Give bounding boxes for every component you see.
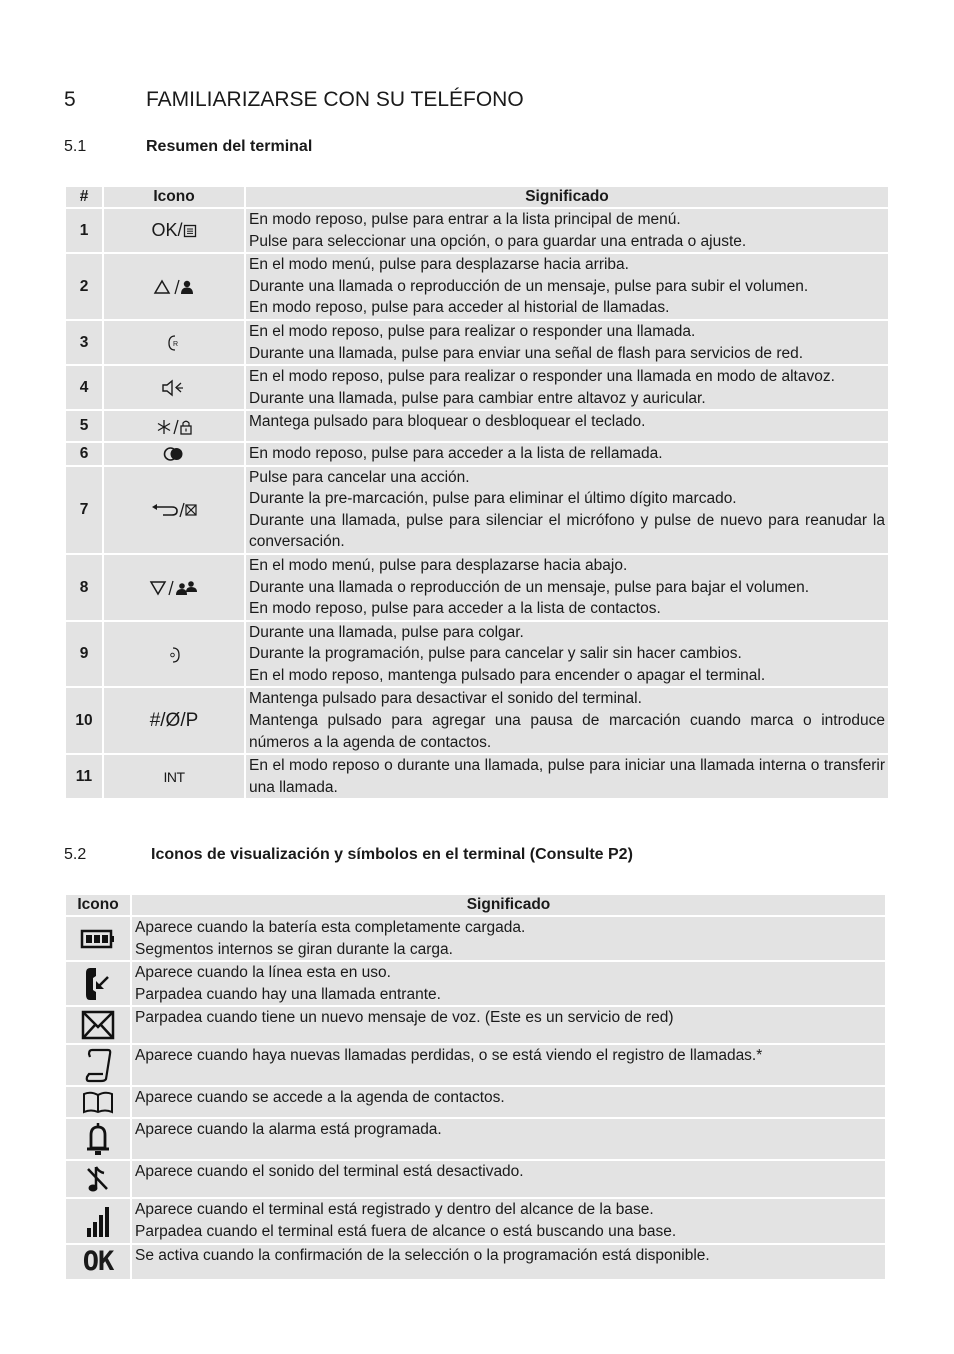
table-row bbox=[66, 755, 888, 798]
meaning-line: Durante una llamada o reproducción de un mensaje, pulse para subir el volumen. bbox=[249, 277, 809, 295]
table-row bbox=[66, 411, 888, 441]
section-number: 5.2 bbox=[64, 846, 87, 863]
row-number: 11 bbox=[66, 755, 102, 798]
meaning-line: Aparece cuando se accede a la agenda de contactos. bbox=[135, 1089, 505, 1107]
meaning-line: En modo reposo, pulse para acceder a la lista de contactos. bbox=[249, 600, 661, 618]
meaning-line: Aparece cuando el sonido del terminal está desactivado. bbox=[135, 1163, 524, 1181]
section-number: 5.1 bbox=[64, 138, 87, 155]
meaning-line: En el modo menú, pulse para desplazarse hacia abajo. bbox=[249, 556, 628, 574]
back-mute-key-icon bbox=[150, 502, 198, 518]
meaning-line: Parpadea cuando tiene un nuevo mensaje de voz. (Este es un servicio de red) bbox=[135, 1009, 674, 1027]
meaning-line: Durante una llamada, pulse para silenciar el micrófono y pulse de nuevo para reanudar la conversación. bbox=[249, 511, 885, 551]
signal-strength-icon bbox=[84, 1203, 112, 1239]
meaning-line: Durante una llamada, pulse para enviar una señal de flash para servicios de red. bbox=[249, 344, 804, 362]
battery-icon bbox=[80, 928, 116, 950]
meaning-line: Aparece cuando la alarma está programada. bbox=[135, 1121, 442, 1139]
row-number: 5 bbox=[66, 411, 102, 441]
meaning-line: Durante una llamada o reproducción de un mensaje, pulse para bajar el volumen. bbox=[249, 578, 810, 596]
meaning-line: Aparece cuando la batería esta completamente cargada. bbox=[135, 919, 526, 936]
meaning-line: Aparece cuando el terminal está registrado y dentro del alcance de la base. bbox=[135, 1201, 654, 1219]
meaning-line: Se activa cuando la confirmación de la selección o la programación está disponible. bbox=[135, 1246, 710, 1264]
end-key-icon bbox=[167, 646, 181, 664]
hash-mute-pause-key-icon: #/Ø/P bbox=[149, 710, 199, 732]
table-header-row bbox=[66, 895, 885, 915]
display-icons-table bbox=[64, 893, 887, 1281]
int-key-icon: INT bbox=[163, 768, 185, 785]
alarm-bell-icon bbox=[84, 1121, 112, 1157]
header-meaning: Significado bbox=[132, 895, 885, 915]
meaning-line: Mantega pulsado para bloquear o desbloquear el teclado. bbox=[249, 413, 646, 431]
row-number: 3 bbox=[66, 321, 102, 364]
meaning-line: En modo reposo, pulse para acceder a la lista de rellamada. bbox=[249, 444, 663, 462]
header-icon: Icono bbox=[66, 895, 130, 915]
table-row bbox=[66, 1245, 885, 1279]
meaning-line: En modo reposo, pulse para acceder al historial de llamadas. bbox=[249, 299, 670, 317]
meaning-line: Mantenga pulsado para desactivar el sonido del terminal. bbox=[249, 690, 642, 708]
section-title: FAMILIARIZARSE CON SU TELÉFONO bbox=[146, 88, 524, 111]
voice-message-icon bbox=[81, 1009, 115, 1041]
row-number: 6 bbox=[66, 443, 102, 465]
talk-key-icon bbox=[167, 334, 181, 352]
table-row bbox=[66, 254, 888, 319]
keys-table bbox=[64, 185, 890, 800]
section-heading-5-2 bbox=[64, 846, 633, 864]
section-number: 5 bbox=[64, 88, 76, 111]
ringer-off-icon bbox=[85, 1163, 111, 1195]
table-row bbox=[66, 1007, 885, 1043]
row-number: 9 bbox=[66, 622, 102, 687]
table-row bbox=[66, 1161, 885, 1197]
meaning-line: Mantenga pulsado para agregar una pausa de marcación cuando marca o introduce números a la agenda de contactos. bbox=[249, 712, 885, 751]
meaning-line: Pulse para cancelar una acción. bbox=[249, 468, 470, 486]
header-number: # bbox=[66, 187, 102, 207]
table-row bbox=[66, 555, 888, 620]
meaning-line: Durante la pre-marcación, pulse para eliminar el último dígito marcado. bbox=[249, 490, 737, 508]
meaning-line: Aparece cuando la línea esta en uso. bbox=[135, 964, 391, 982]
line-in-use-icon bbox=[84, 965, 112, 1003]
table-row bbox=[66, 622, 888, 687]
section-title: Iconos de visualización y símbolos en el terminal (Consulte P2) bbox=[151, 846, 633, 863]
table-row bbox=[66, 1087, 885, 1117]
meaning-line: En el modo reposo o durante una llamada, pulse para iniciar una llamada interna o transferir una llamada. bbox=[249, 757, 885, 796]
meaning-line: Durante una llamada, pulse para colgar. bbox=[249, 623, 524, 641]
meaning-line: En el modo menú, pulse para desplazarse hacia arriba. bbox=[249, 256, 629, 274]
table-row bbox=[66, 443, 888, 465]
table-row bbox=[66, 1199, 885, 1242]
meaning-line: Aparece cuando haya nuevas llamadas perdidas, o se está viendo el registro de llamadas.* bbox=[135, 1047, 763, 1065]
table-row bbox=[66, 688, 888, 753]
table-row bbox=[66, 1119, 885, 1159]
row-number: 10 bbox=[66, 688, 102, 753]
table-row bbox=[66, 366, 888, 409]
header-icon: Icono bbox=[104, 187, 244, 207]
table-row bbox=[66, 209, 888, 252]
meaning-line: En modo reposo, pulse para entrar a la lista principal de menú. bbox=[249, 211, 681, 228]
meaning-line: En el modo reposo, mantenga pulsado para encender o apagar el terminal. bbox=[249, 666, 766, 684]
table-row bbox=[66, 1045, 885, 1085]
phonebook-icon bbox=[81, 1089, 115, 1115]
section-title: Resumen del terminal bbox=[146, 138, 313, 155]
table-row bbox=[66, 917, 885, 960]
row-number: 4 bbox=[66, 366, 102, 409]
meaning-line: Pulse para seleccionar una opción, o para guardar una entrada o ajuste. bbox=[249, 232, 747, 250]
table-header-row bbox=[66, 187, 888, 207]
speaker-key-icon bbox=[161, 379, 187, 397]
star-lock-key-icon bbox=[155, 418, 193, 436]
meaning-line: En el modo reposo, pulse para realizar o responder una llamada. bbox=[249, 322, 696, 340]
table-row bbox=[66, 321, 888, 364]
ok-display-icon: OK bbox=[82, 1245, 114, 1277]
row-number: 8 bbox=[66, 555, 102, 620]
meaning-line: Parpadea cuando hay una llamada entrante. bbox=[135, 985, 441, 1003]
table-row bbox=[66, 467, 888, 553]
svg-text:R: R bbox=[173, 341, 179, 349]
row-number: 2 bbox=[66, 254, 102, 319]
redial-key-icon bbox=[163, 446, 185, 462]
meaning-line: En el modo reposo, pulse para realizar o responder una llamada en modo de altavoz. bbox=[249, 368, 835, 386]
meaning-line: Durante una llamada, pulse para cambiar entre altavoz y auricular. bbox=[249, 389, 706, 407]
ok-menu-key-icon: OK/ bbox=[151, 220, 196, 240]
meaning-line: Segmentos internos se giran durante la carga. bbox=[135, 940, 453, 958]
meaning-line: Durante la programación, pulse para cancelar y salir sin hacer cambios. bbox=[249, 645, 742, 663]
meaning-line: Parpadea cuando el terminal está fuera de alcance o está buscando una base. bbox=[135, 1222, 677, 1240]
missed-calls-icon bbox=[83, 1047, 113, 1083]
header-meaning: Significado bbox=[246, 187, 888, 207]
row-number: 1 bbox=[66, 209, 102, 252]
up-redial-key-icon bbox=[153, 278, 195, 296]
row-number: 7 bbox=[66, 467, 102, 553]
section-heading-5-1 bbox=[64, 138, 312, 156]
down-contacts-key-icon bbox=[149, 579, 199, 597]
section-heading-5 bbox=[64, 88, 524, 112]
table-row bbox=[66, 962, 885, 1005]
